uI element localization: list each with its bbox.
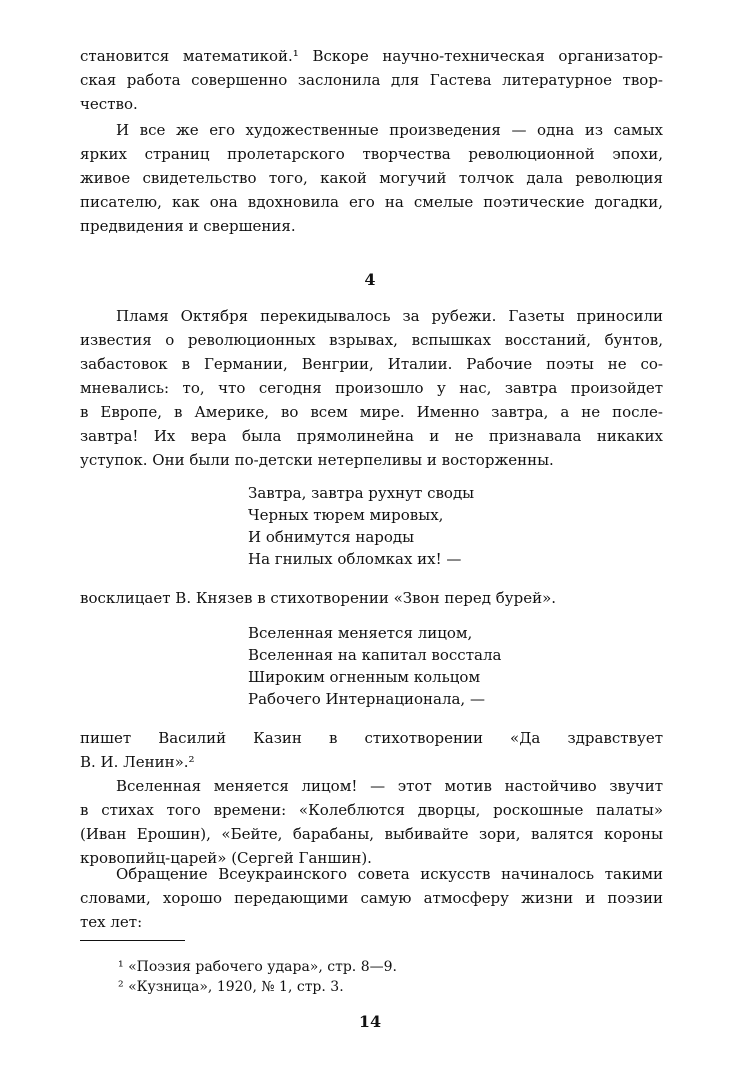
text-line: становится математикой.¹ Вскоре научно-техническая организатор-: [80, 47, 663, 65]
paragraph-1: [80, 44, 663, 116]
text-line: уступок. Они были по-детски нетерпеливы и восторженны.: [80, 451, 554, 469]
text-line: пишет Василий Казин в стихотворении «Да здравствует: [80, 729, 663, 747]
verse-line: Черных тюрем мировых,: [248, 506, 444, 524]
paragraph-6: [80, 774, 663, 870]
paragraph-5: [80, 726, 663, 774]
text-line: И все же его художественные произведения — одна из самых: [116, 121, 663, 139]
text-line: в стихах того времени: «Колеблются дворцы, роскошные палаты»: [80, 801, 663, 819]
text-line: Обращение Всеукраинского совета искусств начиналось такими: [116, 865, 663, 883]
text-line: в Европе, в Америке, во всем мире. Именно завтра, а не после-: [80, 403, 663, 421]
text-line: мневались: то, что сегодня произошло у нас, завтра произойдет: [80, 379, 663, 397]
text-line: предвидения и свершения.: [80, 217, 296, 235]
text-line: словами, хорошо передающими самую атмосферу жизни и поэзии: [80, 889, 663, 907]
text-line: ская работа совершенно заслонила для Гастева литературное твор-: [80, 71, 663, 89]
paragraph-4: [80, 586, 663, 610]
text-line: Пламя Октября перекидывалось за рубежи. Газеты приносили: [116, 307, 663, 325]
text-line: забастовок в Германии, Венгрии, Италии. Рабочие поэты не со-: [80, 355, 663, 373]
footnote-1: ¹ «Поэзия рабочего удара», стр. 8—9.: [118, 959, 397, 975]
text-line: Вселенная меняется лицом! — этот мотив настойчиво звучит: [116, 777, 663, 795]
text-line: тех лет:: [80, 913, 143, 931]
verse-line: Вселенная на капитал восстала: [248, 646, 502, 664]
verse-line: На гнилых обломках их! —: [248, 550, 462, 568]
text-line: В. И. Ленин».²: [80, 753, 195, 771]
verse-line: Завтра, завтра рухнут своды: [248, 484, 475, 502]
paragraph-2: [80, 118, 663, 238]
text-line: завтра! Их вера была прямолинейна и не признавала никаких: [80, 427, 663, 445]
paragraph-7: [80, 862, 663, 934]
verse-quote-2: [248, 622, 648, 710]
text-line: писателю, как она вдохновила его на смелые поэтические догадки,: [80, 193, 663, 211]
text-line: ярких страниц пролетарского творчества революционной эпохи,: [80, 145, 663, 163]
section-number: 4: [364, 270, 376, 289]
verse-line: И обнимутся народы: [248, 528, 415, 546]
page-number: 14: [358, 1012, 382, 1031]
text-line: кровопийц-царей» (Сергей Ганшин).: [80, 849, 372, 867]
text-line: восклицает В. Князев в стихотворении «Звон перед бурей».: [80, 589, 557, 607]
verse-line: Рабочего Интернационала, —: [248, 690, 485, 708]
verse-quote-1: [248, 482, 648, 570]
text-line: известия о революционных взрывах, вспышках восстаний, бунтов,: [80, 331, 663, 349]
text-line: чество.: [80, 95, 138, 113]
footnote-separator: [80, 940, 185, 941]
paragraph-3: [80, 304, 663, 472]
footnote-2: ² «Кузница», 1920, № 1, стр. 3.: [118, 979, 344, 995]
verse-line: Широким огненным кольцом: [248, 668, 481, 686]
text-line: живое свидетельство того, какой могучий толчок дала революция: [80, 169, 663, 187]
text-line: (Иван Ерошин), «Бейте, барабаны, выбивайте зори, валятся короны: [80, 825, 663, 843]
verse-line: Вселенная меняется лицом,: [248, 624, 473, 642]
